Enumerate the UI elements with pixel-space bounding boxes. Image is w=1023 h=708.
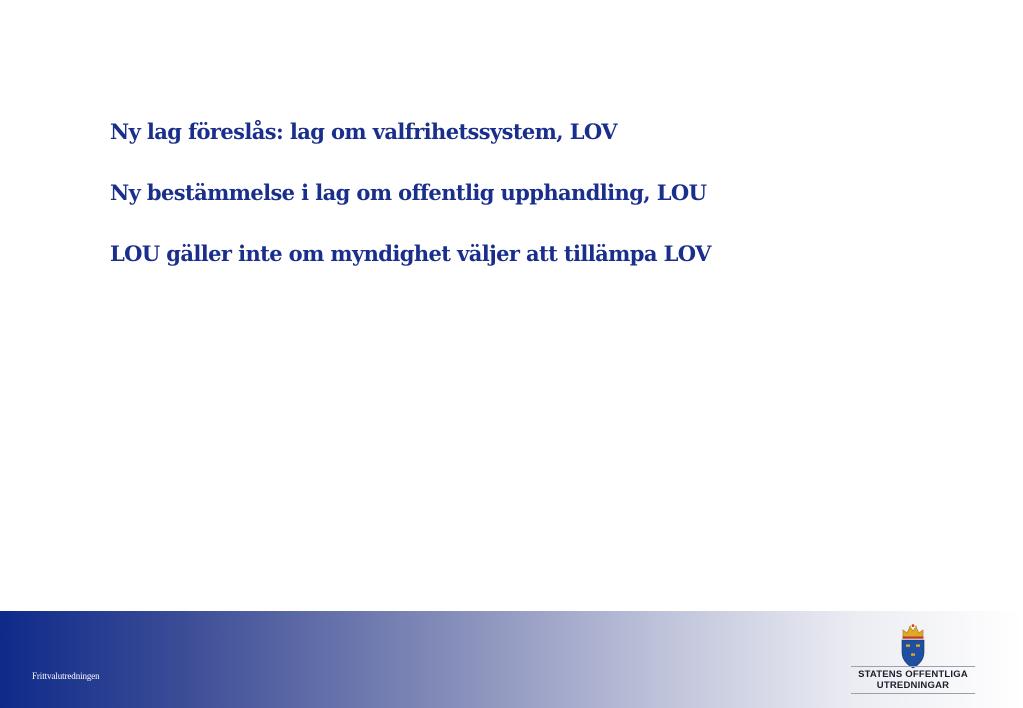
bullet-line: LOU gäller inte om myndighet väljer att tillämpa LOV xyxy=(110,241,711,266)
logo-text-line2: UTREDNINGAR xyxy=(876,680,950,691)
crown-shield-emblem-icon xyxy=(899,624,927,670)
slide-body xyxy=(110,118,870,301)
logo-text-line1: STATENS OFFENTLIGA xyxy=(858,669,968,680)
footer-label: Frittvalutredningen xyxy=(32,671,100,681)
logo-rule-bottom xyxy=(851,693,975,694)
logo-rule-top xyxy=(851,666,975,667)
sou-logo xyxy=(849,624,977,696)
bullet-line: Ny bestämmelse i lag om offentlig upphandling, LOU xyxy=(110,180,707,205)
bullet-line: Ny lag föreslås: lag om valfrihetssystem, LOV xyxy=(110,119,617,144)
